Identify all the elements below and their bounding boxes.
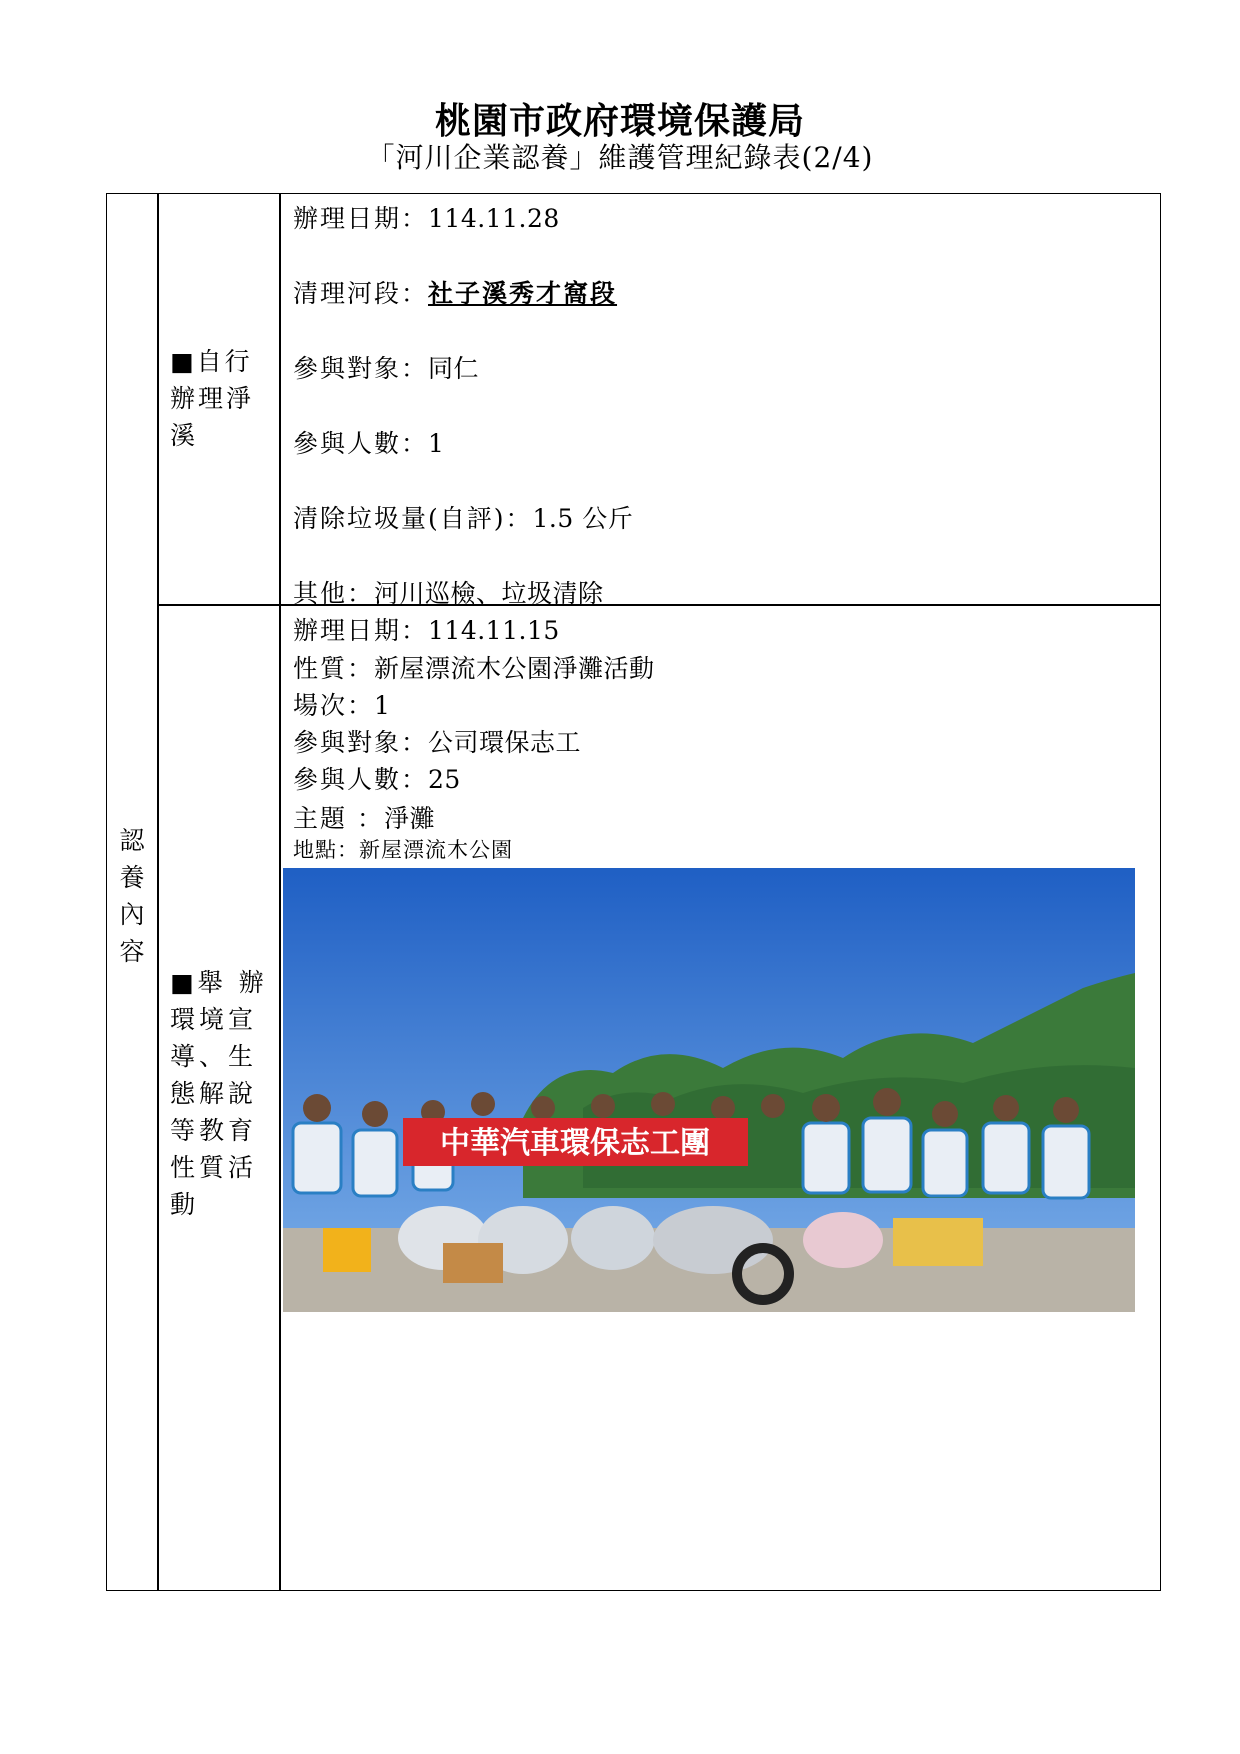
s2-sessions-line: [293, 686, 390, 722]
adoption-content-text: [110, 822, 154, 970]
event-photo: [283, 868, 1135, 1312]
table-divider: [279, 193, 281, 1591]
s2-nature-label: 性質：: [293, 654, 375, 683]
banner: [403, 1118, 748, 1166]
s1-count-label: 參與人數：: [293, 429, 429, 458]
s1-participants-line: [293, 349, 479, 385]
s2-count-label: 參與人數：: [293, 765, 429, 794]
adoption-content-label: [110, 822, 154, 970]
s2-location-label: 地點：: [293, 838, 359, 862]
s1-waste-value: 1.5 公斤: [532, 504, 634, 533]
category-row: 態解說: [170, 1079, 258, 1108]
s2-location-line: [293, 834, 513, 864]
s2-theme-line: [293, 799, 435, 835]
s1-other-label: 其他：: [293, 579, 375, 608]
category-self-cleanup: [170, 343, 275, 454]
page-title: 桃園市政府環境保護局: [434, 100, 805, 142]
s2-participants-line: [293, 723, 581, 759]
s1-waste-label: 清除垃圾量(自評)：: [293, 504, 533, 533]
s2-theme-value: 淨灘: [383, 804, 435, 833]
s2-nature-value: 新屋漂流木公園淨灘活動: [374, 654, 655, 683]
s2-nature-line: [293, 649, 655, 685]
adoption-content-char: 認: [119, 826, 145, 855]
banner-text: 中華汽車環保志工團: [440, 1126, 710, 1161]
s1-other-line: [293, 574, 604, 610]
category-label: 自行辦理淨溪: [170, 347, 255, 450]
adoption-content-char: 養: [119, 863, 145, 892]
s2-participants-value: 公司環保志工: [428, 728, 582, 757]
s2-date-line: [293, 611, 560, 647]
s1-river-label: 清理河段：: [293, 279, 429, 308]
s2-count-value: 25: [428, 765, 461, 794]
category-row: 環境宣: [170, 1005, 258, 1034]
category-education-event: [170, 964, 275, 1223]
s1-date-value: 114.11.28: [428, 204, 560, 233]
page-subtitle: 「河川企業認養」維護管理紀錄表(2/4): [366, 141, 874, 174]
s1-other-value: 河川巡檢、垃圾清除: [374, 579, 604, 608]
category-row: 性質活: [170, 1153, 258, 1182]
s1-river-line: [293, 274, 617, 310]
s2-sessions-value: 1: [374, 691, 391, 720]
s1-waste-line: [293, 499, 633, 535]
s1-date-label: 辦理日期：: [293, 204, 429, 233]
checkbox-mark: ■: [170, 347, 197, 376]
s2-sessions-label: 場次：: [293, 691, 375, 720]
category-row: 動: [170, 1190, 200, 1219]
table-divider: [157, 193, 159, 1591]
event-photo-illustration: [283, 868, 1135, 1312]
category-row: 等教育: [170, 1116, 258, 1145]
s2-date-value: 114.11.15: [428, 616, 560, 645]
s2-theme-label: 主題 ：: [293, 804, 384, 833]
s1-participants-value: 同仁: [428, 354, 480, 383]
adoption-content-char: 內: [119, 900, 145, 929]
s1-participants-label: 參與對象：: [293, 354, 429, 383]
adoption-content-char: 容: [119, 937, 145, 966]
s1-river-value: 社子溪秀才窩段: [428, 279, 618, 308]
s2-participants-label: 參與對象：: [293, 728, 429, 757]
category-row: ■舉 辦: [170, 968, 268, 997]
s1-count-line: [293, 424, 444, 460]
s1-count-value: 1: [428, 429, 445, 458]
s2-count-line: [293, 760, 461, 796]
category-row: 導、生: [170, 1042, 258, 1071]
s2-location-value: 新屋漂流木公園: [359, 838, 513, 862]
s1-date-line: [293, 199, 560, 235]
s2-date-label: 辦理日期：: [293, 616, 429, 645]
